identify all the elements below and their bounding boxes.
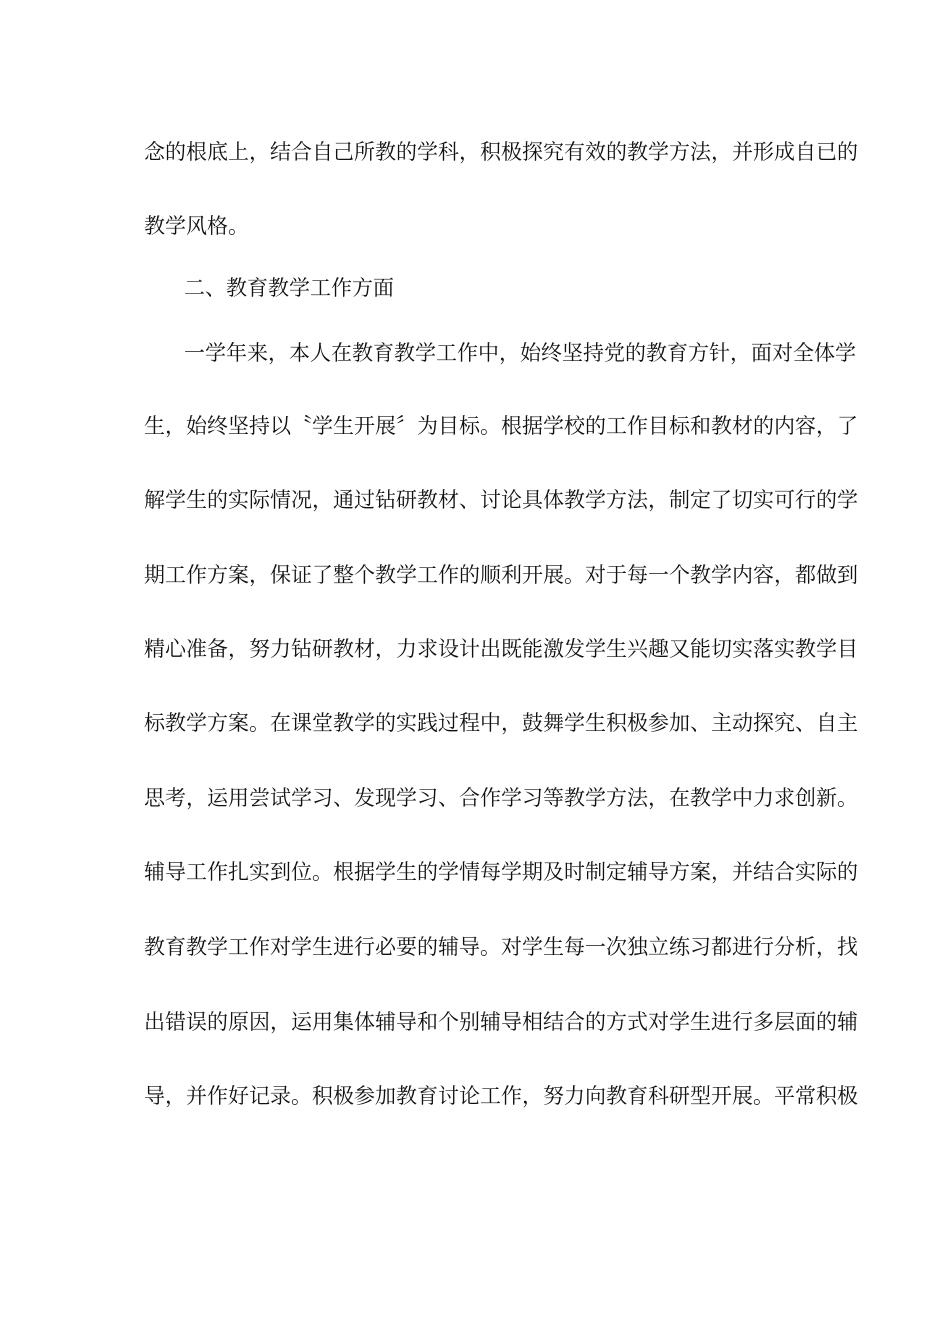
text-line: 辅导工作扎实到位。根据学生的学情每学期及时制定辅导方案，并结合实际的 xyxy=(144,860,858,884)
text-line: 精心准备，努力钻研教材，力求设计出既能激发学生兴趣又能切实落实教学目 xyxy=(144,637,858,661)
text-line: 念的根底上，结合自己所教的学科，积极探究有效的教学方法，并形成自已的 xyxy=(144,140,858,164)
text-line: 导，并作好记录。积极参加教育讨论工作，努力向教育科研型开展。平常积极 xyxy=(144,1084,858,1108)
text-line: 生，始终坚持以〝学生开展〞为目标。根据学校的工作目标和教材的内容，了 xyxy=(144,414,858,438)
text-line: 一学年来，本人在教育教学工作中，始终坚持党的教育方针，面对全体学 xyxy=(184,341,856,365)
text-line: 标教学方案。在课堂教学的实践过程中，鼓舞学生积极参加、主动探究、自主 xyxy=(144,711,858,735)
text-line: 教学风格。 xyxy=(144,214,249,238)
text-line: 教育教学工作对学生进行必要的辅导。对学生每一次独立练习都进行分析，找 xyxy=(144,935,858,959)
text-line: 解学生的实际情况，通过钻研教材、讨论具体教学方法，制定了切实可行的学 xyxy=(144,488,858,512)
text-line: 出错误的原因，运用集体辅导和个别辅导相结合的方式对学生进行多层面的辅 xyxy=(144,1010,858,1034)
text-line: 思考，运用尝试学习、发现学习、合作学习等教学方法，在教学中力求创新。 xyxy=(144,786,858,810)
text-line: 期工作方案，保证了整个教学工作的顺利开展。对于每一个教学内容，都做到 xyxy=(144,563,858,587)
section-heading: 二、教育教学工作方面 xyxy=(184,276,394,300)
